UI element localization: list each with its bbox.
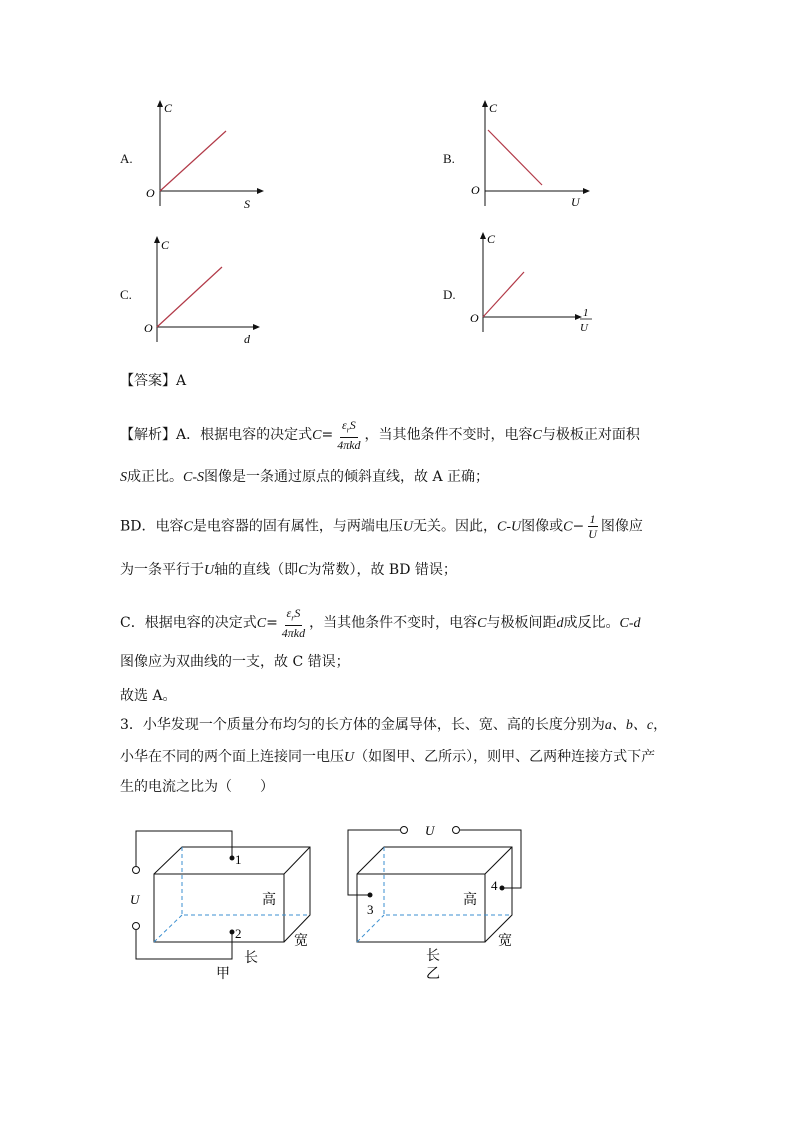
y-arrow <box>157 100 163 107</box>
text: 成正比。 <box>127 469 183 485</box>
y-arrow <box>480 232 486 239</box>
equals: = <box>266 615 278 632</box>
text: 无关。因此， <box>412 518 497 535</box>
analysis-line-4 <box>120 560 457 581</box>
equals: = <box>321 427 334 444</box>
hidden-edge <box>154 915 182 942</box>
text: 为一条平行于 <box>120 562 204 578</box>
var-u: U <box>344 750 355 765</box>
text: 图像是一条通过原点的倾斜直线，故 A 正确； <box>204 469 490 485</box>
var-c: C <box>312 428 322 444</box>
answer-line: 【答案】A <box>120 373 187 389</box>
analysis-line-1 <box>120 418 640 452</box>
voltage-label: U <box>130 892 140 907</box>
y-label: C <box>161 238 170 252</box>
point-2-label: 2 <box>235 926 242 941</box>
capacitance-formula-2 <box>280 606 307 640</box>
analysis-line-3 <box>120 512 643 541</box>
width-label: 宽 <box>294 934 308 949</box>
contact-2 <box>230 930 235 935</box>
text: 小华在不同的两个面上连接同一电压 <box>120 749 344 765</box>
formula-denominator: 4πkd <box>281 626 306 641</box>
text: 图像应 <box>600 518 643 535</box>
contact-3 <box>368 893 373 898</box>
terminal-top <box>133 867 140 874</box>
graph-line <box>157 267 222 327</box>
x-arrow <box>257 188 264 194</box>
text: 与极板正对面积 <box>541 427 640 444</box>
origin-label: O <box>144 321 153 335</box>
analysis-line-6: 图像应为双曲线的一支，故 C 错误； <box>120 654 350 670</box>
wire-bottom <box>136 930 232 959</box>
text: 图像或 <box>521 518 564 535</box>
text: ，当其他条件不变时，电容 <box>309 615 478 632</box>
q3-line-2 <box>120 747 655 768</box>
graph-c <box>140 232 270 350</box>
origin-label: O <box>146 186 155 200</box>
text: 是电容器的固有属性，与两端电压 <box>192 518 403 535</box>
text: 为常数），故 BD 错误； <box>307 562 457 578</box>
graph-line <box>160 131 226 191</box>
var-u: U <box>402 519 413 535</box>
analysis-line-2 <box>120 467 489 488</box>
var-c: C <box>298 563 308 578</box>
capacitance-formula <box>335 418 362 452</box>
box-edge <box>284 847 310 874</box>
text: 与极板间距 <box>486 615 557 632</box>
origin-label: O <box>471 183 480 197</box>
text: （如图甲、乙所示），则甲、乙两种连接方式下产 <box>354 749 656 765</box>
x-label: U <box>571 195 580 209</box>
box-top-right <box>154 847 310 942</box>
option-c-letter: C. <box>120 287 132 302</box>
epsilon-sub: r <box>291 613 295 623</box>
y-label: C <box>487 232 496 246</box>
var-c-s: C-S <box>183 470 204 485</box>
box-front <box>154 874 284 942</box>
hidden-edges <box>182 847 310 915</box>
q3-line-1 <box>120 715 667 736</box>
width-label: 宽 <box>498 934 512 949</box>
text: BD．电容 <box>120 518 184 535</box>
height-label: 高 <box>463 893 477 908</box>
point-3-label: 3 <box>367 902 374 917</box>
graph-a <box>140 96 270 214</box>
analysis-line-5 <box>120 606 640 640</box>
text: 成反比。 <box>563 615 620 632</box>
dash: − <box>572 518 585 535</box>
epsilon: ε <box>341 418 347 432</box>
voltage-label: U <box>425 823 435 838</box>
x-label: S <box>244 197 250 211</box>
y-arrow <box>482 100 488 107</box>
var-c: C <box>183 519 193 535</box>
figure-yi <box>340 820 540 985</box>
contact-4 <box>500 886 505 891</box>
vars-abc: a、b、c <box>604 718 654 733</box>
length-label: 长 <box>244 951 258 966</box>
var-s: S <box>120 470 127 485</box>
text: 轴的直线（即 <box>214 562 299 578</box>
var-s: S <box>349 418 356 432</box>
y-label: C <box>164 101 173 115</box>
graph-d <box>466 228 596 340</box>
x-arrow <box>253 324 260 330</box>
caption-yi: 乙 <box>426 967 440 982</box>
box-front <box>357 874 485 942</box>
graph-line <box>488 130 542 185</box>
var-c: C <box>563 519 573 535</box>
hidden-edge <box>357 915 384 942</box>
wire-left <box>348 830 400 895</box>
figure-jia <box>120 820 320 985</box>
graph-line <box>483 272 524 317</box>
terminal-right <box>453 827 460 834</box>
var-u: U <box>204 563 215 578</box>
option-d-letter: D. <box>443 287 456 302</box>
height-label: 高 <box>262 893 276 908</box>
graph-b <box>466 96 596 214</box>
box-top-right <box>357 847 512 942</box>
var-c-u: C-U <box>496 519 522 535</box>
var-d: d <box>556 616 564 632</box>
var-c: C <box>256 616 267 632</box>
frac-num: 1 <box>589 512 596 526</box>
caption-jia: 甲 <box>216 967 230 982</box>
contact-1 <box>230 856 235 861</box>
epsilon-sub: r <box>346 425 350 435</box>
analysis-line-7: 故选 A。 <box>120 688 177 704</box>
x-label: d <box>244 332 250 346</box>
text: C．根据电容的决定式 <box>120 615 257 632</box>
origin-label: O <box>470 311 479 325</box>
box-edge <box>485 847 512 874</box>
formula-denominator: 4πkd <box>337 438 361 453</box>
var-c-d: C-d <box>619 616 641 632</box>
text: ，当其他条件不变时，电容 <box>364 427 533 444</box>
length-label: 长 <box>426 949 440 964</box>
var-s: S <box>294 606 301 620</box>
option-b-letter: B. <box>443 151 455 166</box>
option-a-letter: A. <box>120 151 133 166</box>
wire-top <box>136 831 232 866</box>
x-label-denominator: U <box>580 322 588 334</box>
terminal-left <box>401 827 408 834</box>
text: ， <box>653 717 668 733</box>
point-1-label: 1 <box>235 852 242 867</box>
x-label-numerator: 1 <box>583 307 589 319</box>
point-4-label: 4 <box>491 878 498 893</box>
x-arrow <box>583 188 590 194</box>
var-c: C <box>532 428 542 444</box>
text: 3．小华发现一个质量分布均匀的长方体的金属导体，长、宽、高的长度分别为 <box>120 717 605 733</box>
text: 【解析】A．根据电容的决定式 <box>120 427 313 444</box>
frac-den: U <box>588 527 597 541</box>
terminal-bottom <box>133 923 140 930</box>
epsilon: ε <box>286 606 292 620</box>
one-over-u <box>586 512 599 541</box>
y-arrow <box>154 236 160 243</box>
y-label: C <box>489 101 498 115</box>
q3-line-3: 生的电流之比为（ ） <box>120 779 274 795</box>
var-c: C <box>477 616 487 632</box>
